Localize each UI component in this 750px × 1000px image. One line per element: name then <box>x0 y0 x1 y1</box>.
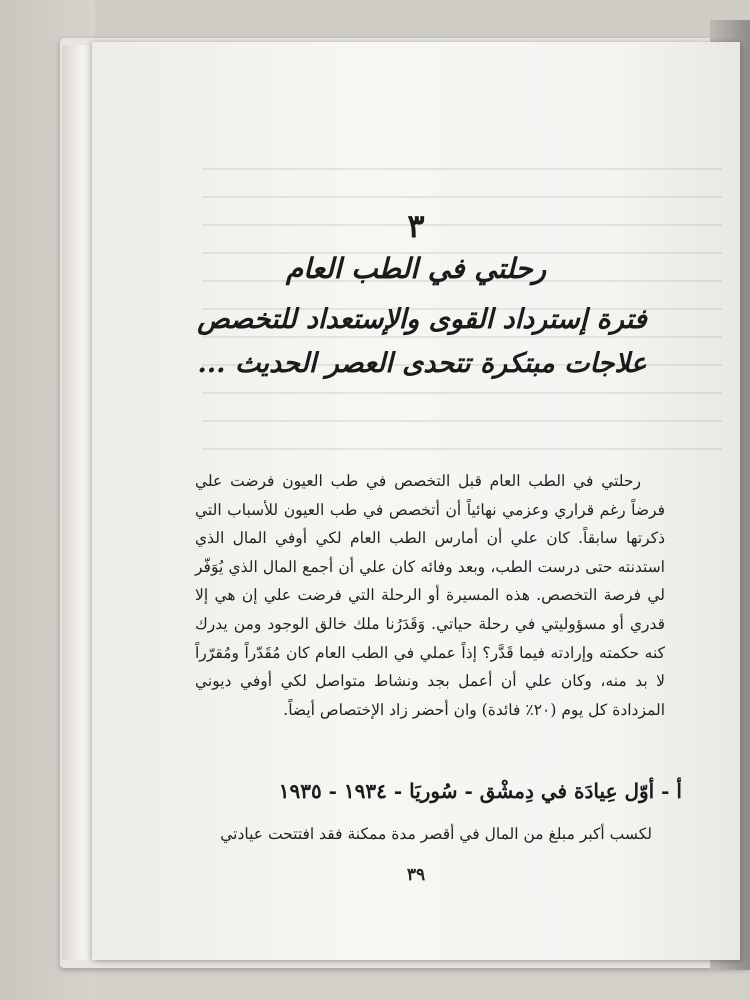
chapter-title: رحلتي في الطب العام <box>285 252 547 285</box>
book-page <box>92 42 740 960</box>
chapter-subtitle-line-2: علاجات مبتكرة تتحدى العصر الحديث ... <box>197 348 647 379</box>
body-paragraph: رحلتي في الطب العام قبل التخصص في طب العيون فرضت علي فرضاً رغم قراري وعزمي نهائياً أن أتخصص في طب العيون للأسباب التي ذكرتها سابقاً. كان علي أن أمارس الطب العام لكي أوفي المال الذي استدنته حتى درست الطب، وبعد وفائه كان علي أن أجمع المال الذي يُوَفّر لي فرصة التخصص. هذه المسيرة أو الرحلة التي فرضت علي إن هي إلا قدري أو مسؤوليتي في رحلة حياتي. وَقَدَرُنا ملك خالق الوجود ومن يدرك كنه حكمته وإرادته فيما قَدَّر؟ إذاً عملي في الطب العام كان مُقَدّراً ومُقرّراً لا بد منه، وكان علي أن أعمل بجد ونشاط متواصل لكي أوفي ديوني المزدادة كل يوم (٢٠٪ فائدة) وان أحضر زاد الإختصاص أيضاً. <box>195 472 665 719</box>
page-content <box>92 42 740 960</box>
section-heading: أ - أوّل عِيادَة في دِمشْق - سُوريَا - ١٩٣٤ - ١٩٣٥ <box>278 779 682 803</box>
section-first-line: لكسب أكبر مبلغ من المال في أقصر مدة ممكنة فقد افتتحت عيادتي <box>220 825 652 843</box>
body-text <box>195 467 665 724</box>
page-number: ٣٩ <box>406 865 426 885</box>
chapter-subtitle-line-1: فترة إسترداد القوى والإستعداد للتخصص <box>197 304 647 335</box>
chapter-number: ٣ <box>407 207 425 245</box>
